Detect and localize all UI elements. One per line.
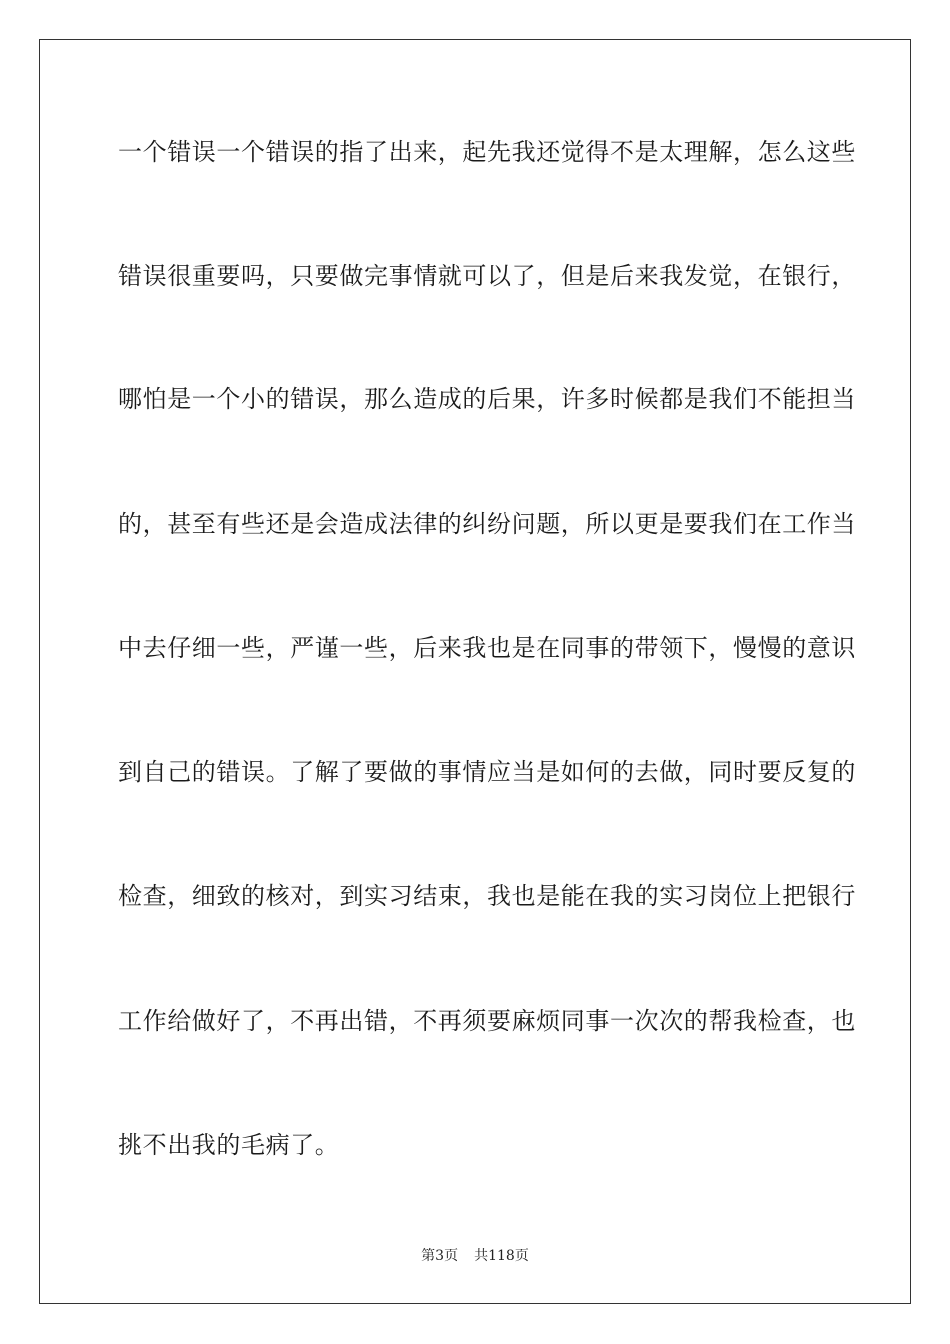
- paragraph-line: 错误很重要吗，只要做完事情就可以了，但是后来我发觉，在银行，: [118, 262, 856, 290]
- paragraph-line: 到自己的错误。了解了要做的事情应当是如何的去做，同时要反复的: [118, 758, 856, 786]
- paragraph-line: 哪怕是一个小的错误，那么造成的后果，许多时候都是我们不能担当: [118, 385, 856, 413]
- paragraph-line: 检查，细致的核对，到实习结束，我也是能在我的实习岗位上把银行: [118, 882, 856, 910]
- paragraph-line: 一个错误一个错误的指了出来，起先我还觉得不是太理解，怎么这些: [118, 138, 856, 166]
- paragraph-line: 中去仔细一些，严谨一些，后来我也是在同事的带领下，慢慢的意识: [118, 634, 856, 662]
- page-footer: [0, 1247, 950, 1265]
- page-total: 共118页: [474, 1248, 529, 1264]
- paragraph-line: 工作给做好了，不再出错，不再须要麻烦同事一次次的帮我检查，也: [118, 1007, 856, 1035]
- paragraph-line: 挑不出我的毛病了。: [118, 1131, 340, 1159]
- page-border: [39, 39, 911, 1304]
- paragraph-line: 的，甚至有些还是会造成法律的纠纷问题，所以更是要我们在工作当: [118, 510, 856, 538]
- page-number: 第3页: [421, 1248, 459, 1264]
